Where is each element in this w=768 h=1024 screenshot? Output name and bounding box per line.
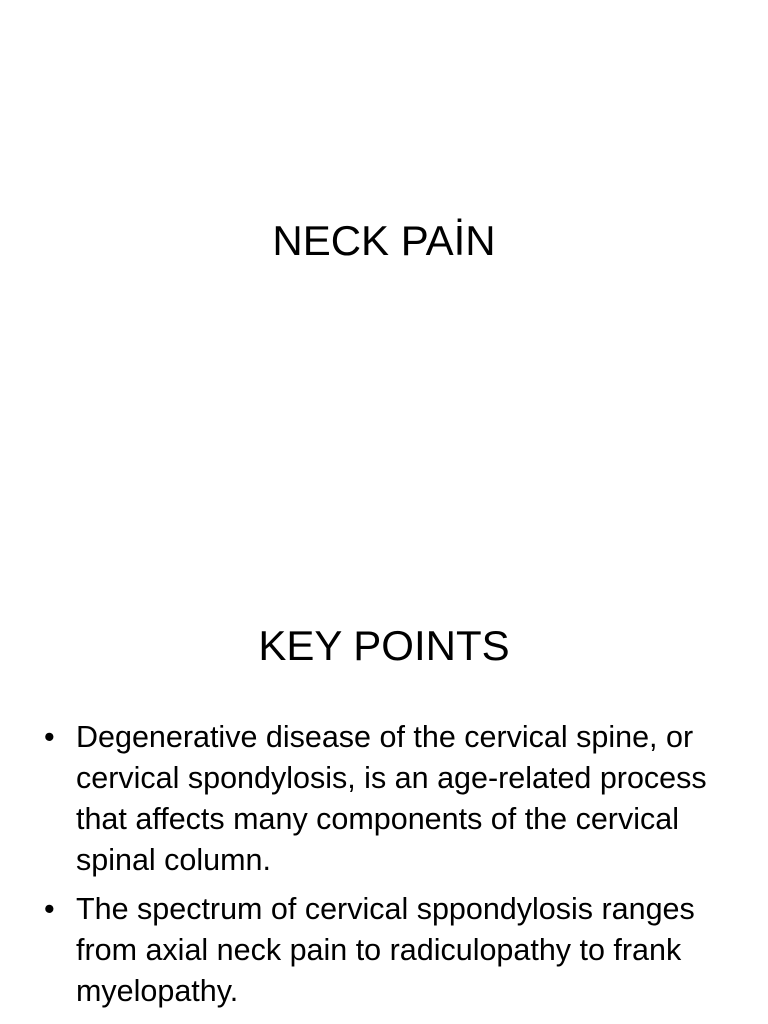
bullet-text: Degenerative disease of the cervical spine, or cervical spondylosis, is an age-related process that affects many components of the cervical spinal column. [76,720,707,877]
slide-key-points [0,512,768,1024]
bullet-item [44,889,744,1012]
slide-title: KEY POINTS [258,622,510,669]
bullet-icon: • [44,720,55,754]
bullet-icon: • [44,892,55,926]
slide-title: NECK PAİN [272,217,496,264]
bullet-text: The spectrum of cervical sppondylosis ranges from axial neck pain to radiculopathy to frank myelopathy. [76,892,695,1008]
bullet-item [44,717,744,881]
bullet-list [44,717,744,1020]
